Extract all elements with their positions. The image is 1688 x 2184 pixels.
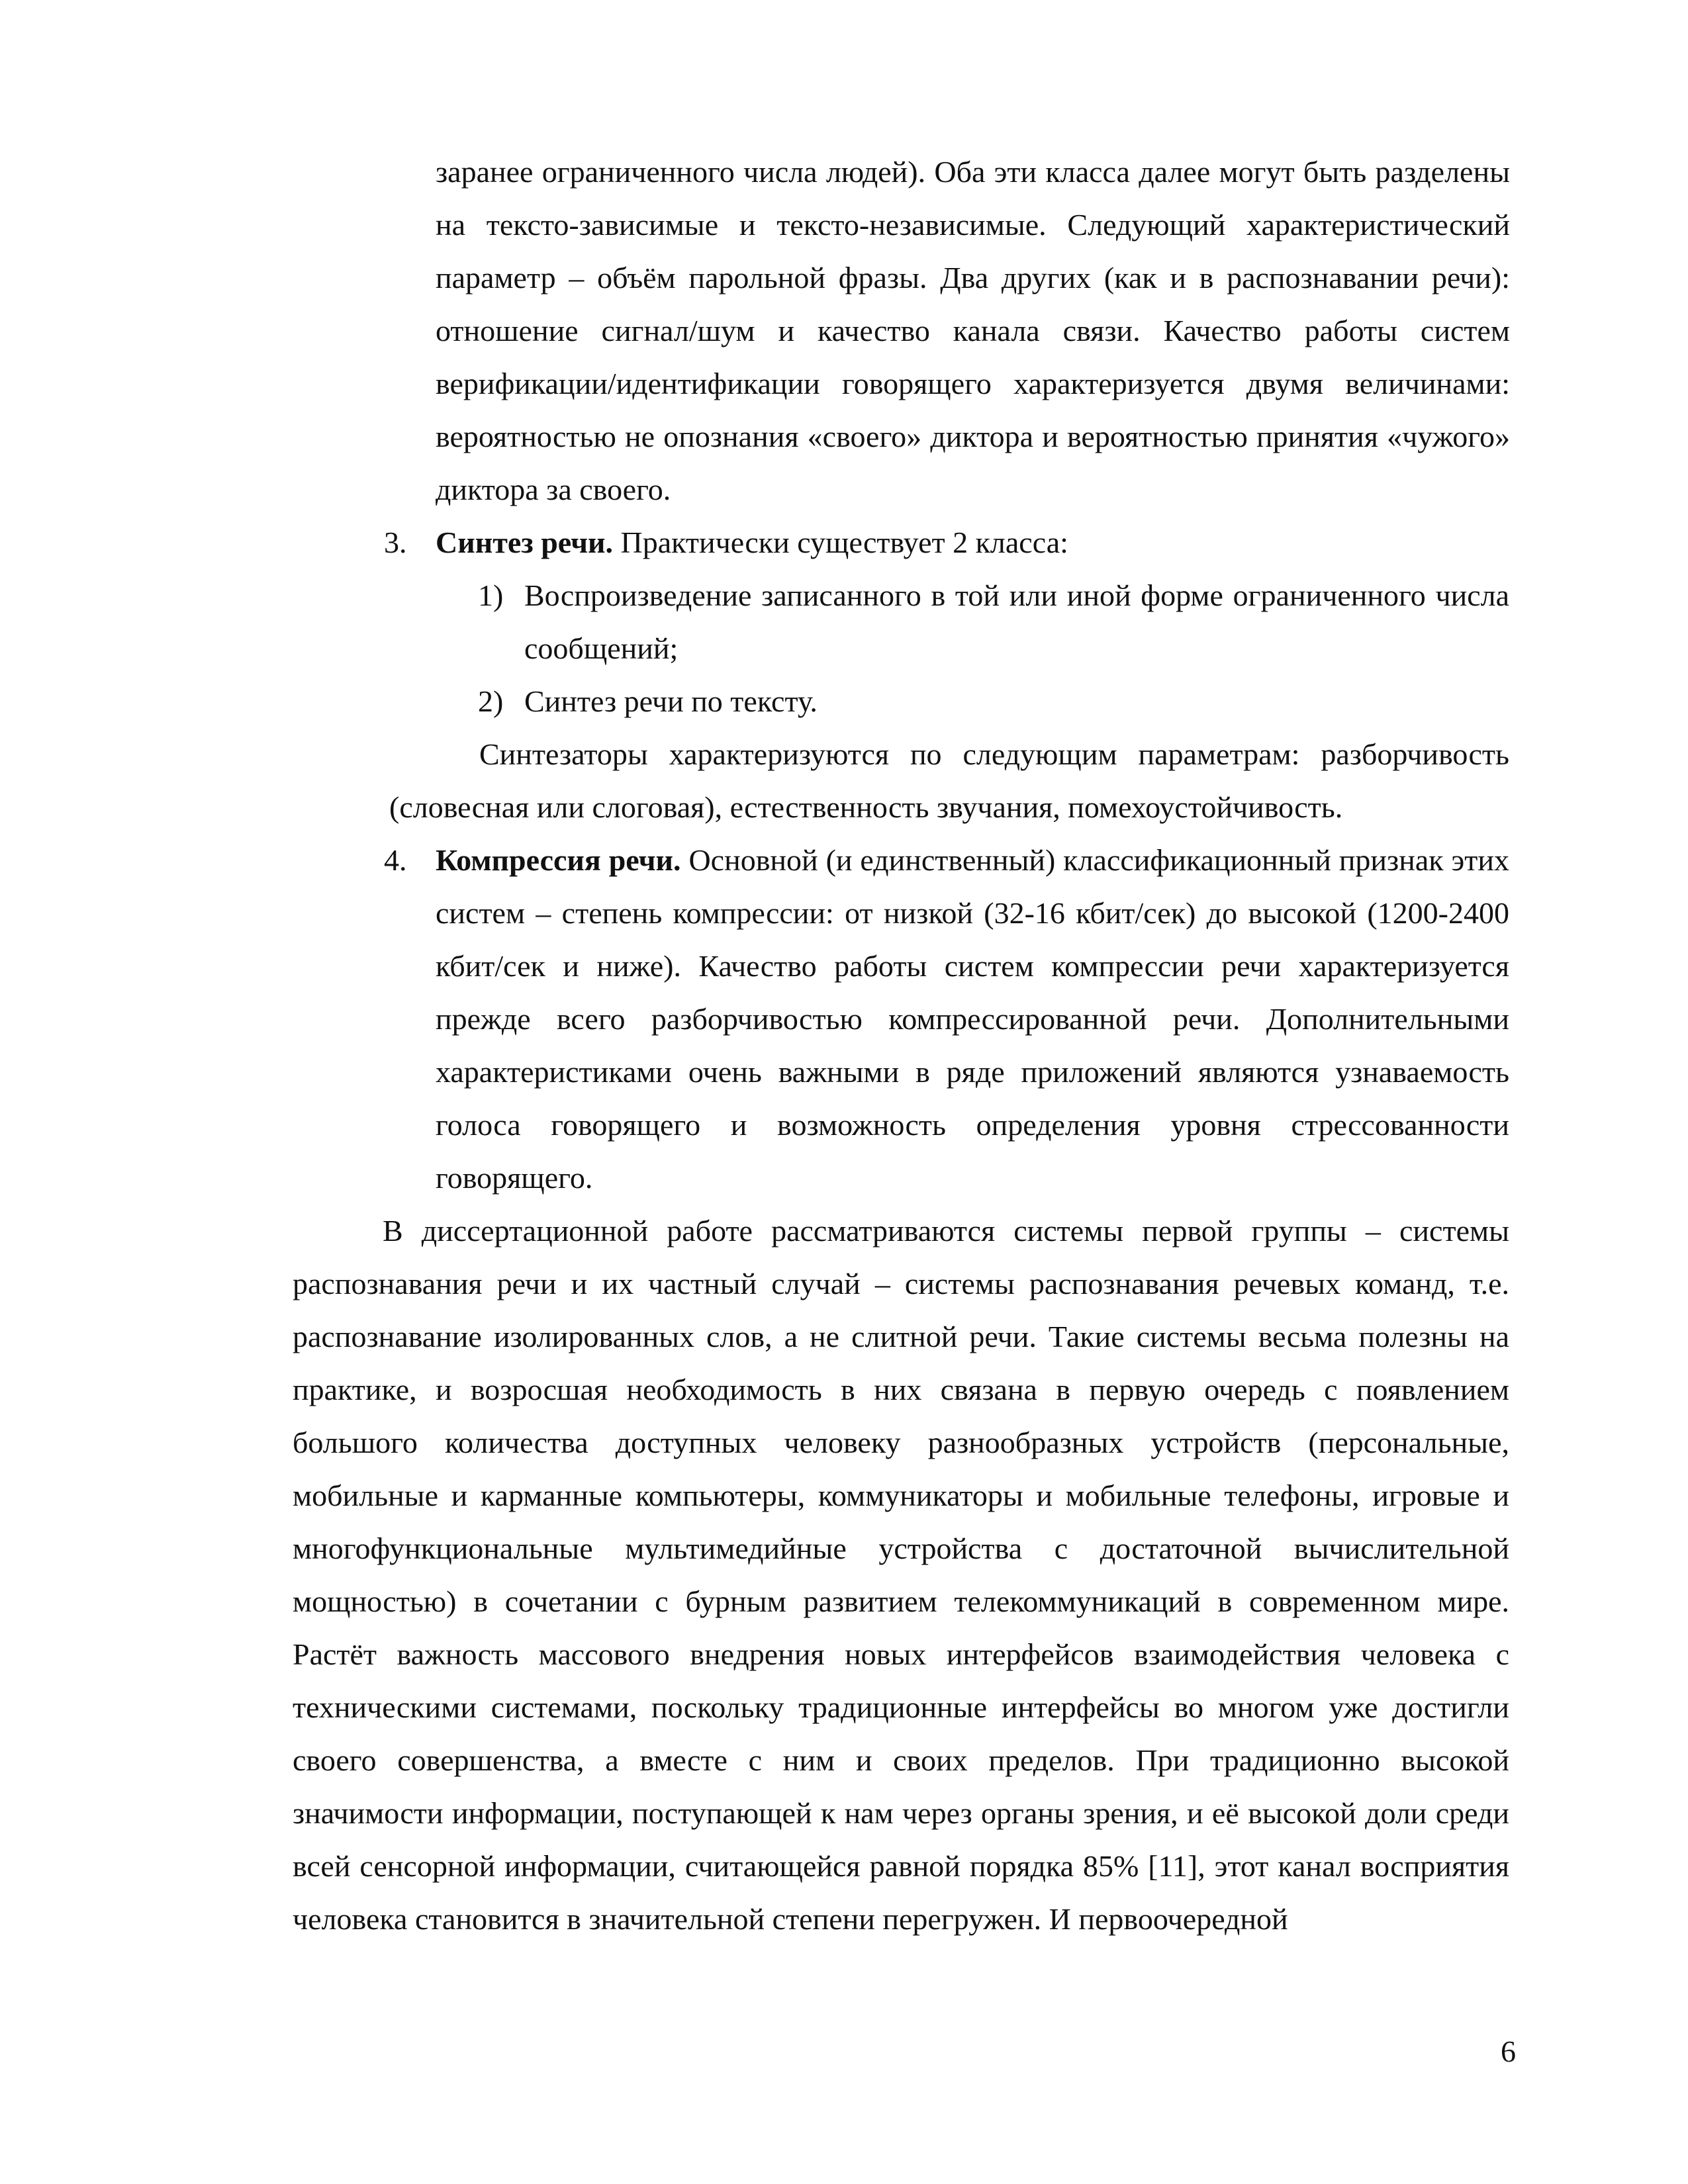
sub-list-item-number: 1) xyxy=(478,578,504,612)
list-item-text: Основной (и единственный) классификационный признак этих систем – степень компрессии: от низкой (32-16 кбит/сек) до высокой (1200-2400 кбит/сек и ниже). Качество работы систем компрессии речи характеризуется прежде всего разборчивостью компрессированной речи. Дополнительными характеристиками очень важными в ряде приложений являются узнаваемость голоса говорящего и возможность определения уровня стрессованности говорящего. xyxy=(436,843,1509,1195)
sub-list-item xyxy=(478,569,1509,675)
sub-list-item-text: Воспроизведение записанного в той или иной форме ограниченного числа сообщений; xyxy=(524,578,1509,665)
synthesizers-paragraph: Синтезаторы характеризуются по следующим параметрам: разборчивость (словесная или слоговая), естественность звучания, помехоустойчивость. xyxy=(389,737,1509,824)
list-item-body xyxy=(436,516,1509,569)
list-item-speech-compression xyxy=(384,834,1509,1205)
list-item-number: 4. xyxy=(384,843,407,877)
sub-list-item-text: Синтез речи по тексту. xyxy=(524,684,818,718)
list-item-number: 3. xyxy=(384,525,407,559)
list-item-title: Компрессия речи. xyxy=(436,843,681,877)
list-item-title: Синтез речи. xyxy=(436,525,614,559)
list-item-body xyxy=(436,834,1509,1205)
list-item-speech-synthesis xyxy=(384,516,1509,569)
sub-list-item xyxy=(478,675,1509,728)
sub-list-item-number: 2) xyxy=(478,684,504,718)
continuation-paragraph: заранее ограниченного числа людей). Оба эти класса далее могут быть разделены на тексто-зависимые и тексто-независимые. Следующий характеристический параметр – объём парольной фразы. Два других (как и в распознавании речи): отношение сигнал/шум и качество канала связи. Качество работы систем верификации/идентификации говорящего характеризуется двумя величинами: вероятностью не опознания «своего» диктора и вероятностью принятия «чужого» диктора за своего. xyxy=(436,155,1510,506)
page-number: 6 xyxy=(1501,2034,1516,2068)
main-paragraph: В диссертационной работе рассматриваются системы первой группы – системы распознавания речи и их частный случай – системы распознавания речевых команд, т.е. распознавание изолированных слов, а не слитной речи. Такие системы весьма полезны на практике, и возросшая необходимость в них связана в первую очередь с появлением большого количества доступных человеку разнообразных устройств (персональные, мобильные и карманные компьютеры, коммуникаторы и мобильные телефоны, игровые и многофункциональные мультимедийные устройства с достаточной вычислительной мощностью) в сочетании с бурным развитием телекоммуникаций в современном мире. Растёт важность массового внедрения новых интерфейсов взаимодействия человека с техническими системами, поскольку традиционные интерфейсы во многом уже достигли своего совершенства, а вместе с ним и своих пределов. При традиционно высокой значимости информации, поступающей к нам через органы зрения, и её высокой доли среди всей сенсорной информации, считающейся равной порядка 85% [11], этот канал восприятия человека становится в значительной степени перегружен. И первоочередной xyxy=(293,1214,1509,1936)
list-item-text: Практически существует 2 класса: xyxy=(613,525,1068,559)
